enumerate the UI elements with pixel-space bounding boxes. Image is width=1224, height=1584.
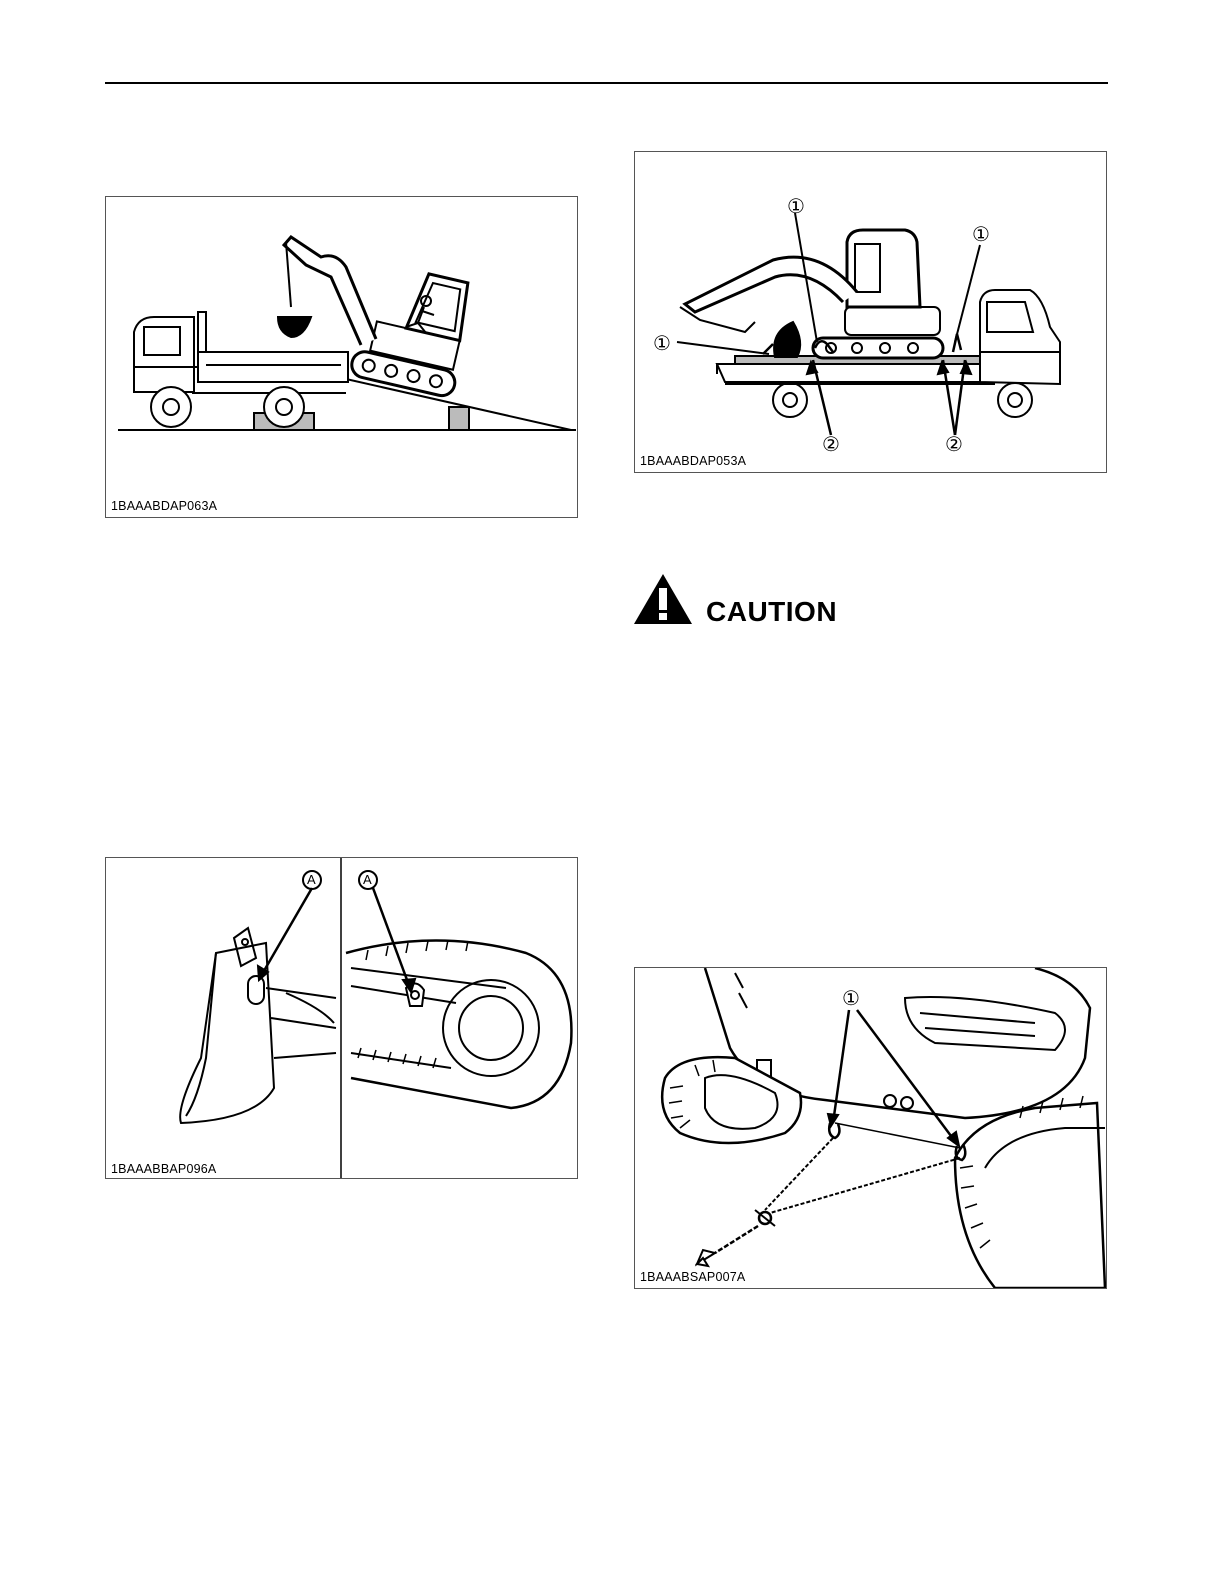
callout-1-top-right: ① xyxy=(972,224,991,246)
callout-2-left: ② xyxy=(822,434,841,456)
warning-triangle-icon xyxy=(632,572,694,626)
figure-code: 1BAAABDAP063A xyxy=(111,499,218,513)
towing-illustration xyxy=(635,968,1106,1288)
tie-down-points-illustration xyxy=(106,858,577,1178)
caution-heading xyxy=(632,572,932,628)
figure-towing xyxy=(634,967,1107,1289)
callout-1-left: ① xyxy=(653,333,672,355)
loading-ramp-illustration xyxy=(106,197,577,517)
callout-1-tow-hooks: ① xyxy=(842,988,861,1010)
figure-loading-ramp xyxy=(105,196,578,518)
callout-2-right: ② xyxy=(945,434,964,456)
figure-code: 1BAAABSAP007A xyxy=(640,1270,746,1284)
figure-code: 1BAAABBAP096A xyxy=(111,1162,217,1176)
figure-tie-down xyxy=(634,151,1107,473)
callout-a-track: A xyxy=(363,872,372,887)
figure-code: 1BAAABDAP053A xyxy=(640,454,747,468)
tie-down-illustration xyxy=(635,152,1106,472)
caution-label: CAUTION xyxy=(706,596,838,627)
callout-1-top-left: ① xyxy=(787,196,806,218)
header-rule xyxy=(105,82,1108,84)
callout-a-blade: A xyxy=(307,872,316,887)
figure-tie-down-points xyxy=(105,857,578,1179)
